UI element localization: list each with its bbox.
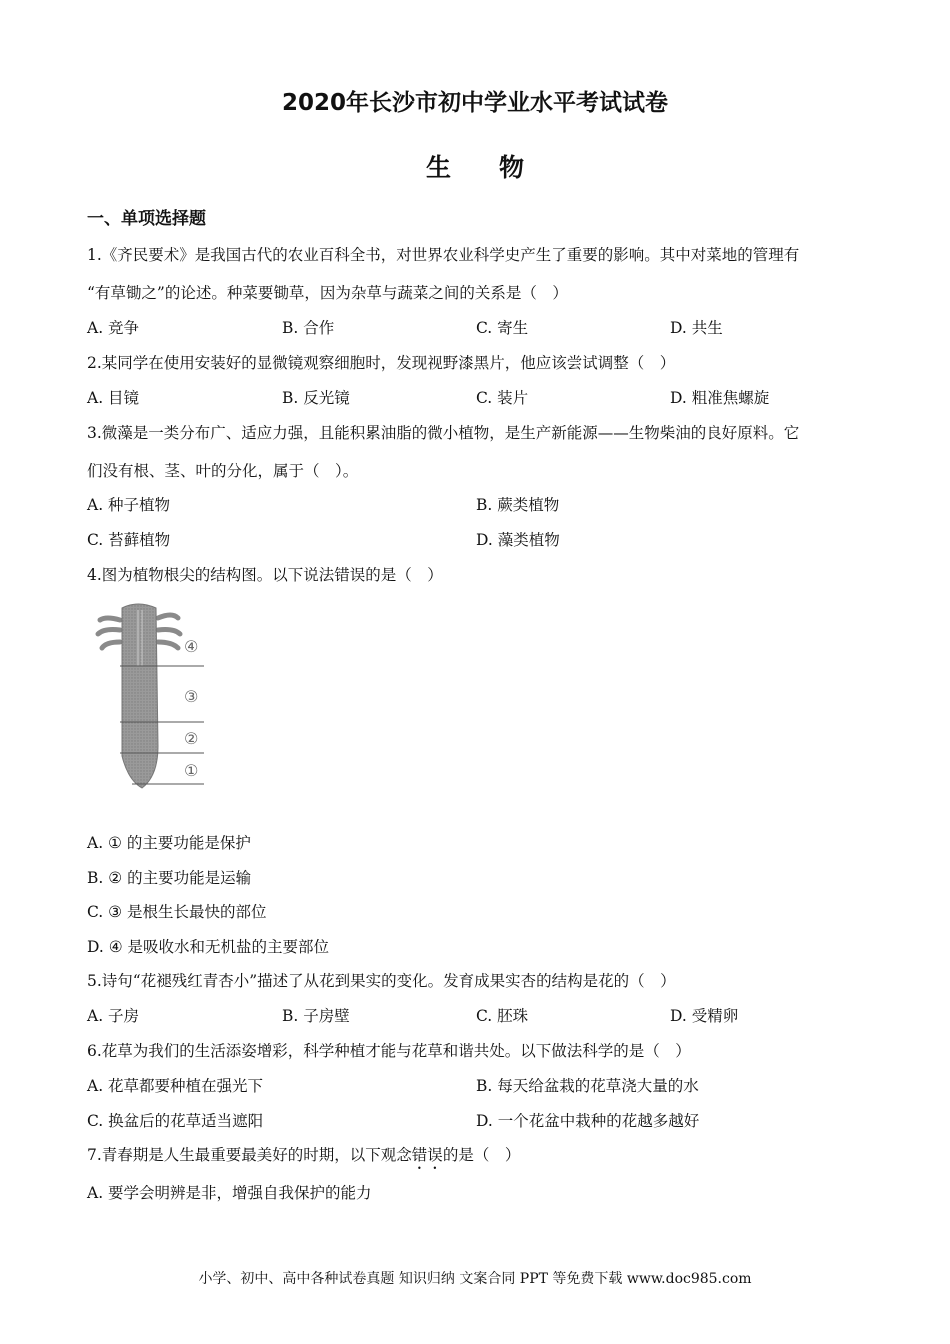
question-7-line-1: [87, 1143, 520, 1173]
question-4-option-d: D. ④ 是吸收水和无机盐的主要部位: [87, 938, 330, 956]
question-6-option-c: C. 换盆后的花草适当遮阳: [87, 1112, 264, 1130]
question-5-line-1: 5.诗句“花褪残红青杏小”描述了从花到果实的变化。发育成果实杏的结构是花的（ ）: [87, 972, 676, 990]
question-7-text-start: 7.青春期是人生最重要最美好的时期，以下观念: [87, 1146, 412, 1164]
root-tip-image: [92, 596, 210, 796]
question-3-option-b: B. 蕨类植物: [476, 496, 560, 514]
question-6-option-d: D. 一个花盆中栽种的花越多越好: [476, 1112, 700, 1130]
section-heading: 一、单项选择题: [87, 209, 206, 229]
question-4-line-1: 4.图为植物根尖的结构图。以下说法错误的是（ ）: [87, 566, 443, 584]
question-4-option-c: C. ③ 是根生长最快的部位: [87, 903, 267, 921]
question-1-option-c: C. 寄生: [476, 319, 529, 337]
question-3-option-d: D. 藻类植物: [476, 531, 560, 549]
root-body: [122, 604, 158, 788]
label-zone-1: ①: [184, 761, 199, 780]
question-1-option-a: A. 竞争: [87, 319, 140, 337]
question-2-line-1: 2.某同学在使用安装好的显微镜观察细胞时，发现视野漆黑片，他应该尝试调整（ ）: [87, 354, 676, 372]
question-6-option-a: A. 花草都要种植在强光下: [87, 1077, 264, 1095]
question-1-line-2: “有草锄之”的论述。种菜要锄草，因为杂草与蔬菜之间的关系是（ ）: [87, 284, 568, 302]
question-4-option-a: A. ① 的主要功能是保护: [87, 834, 251, 852]
question-3-line-1: 3.微藻是一类分布广、适应力强，且能积累油脂的微小植物，是生产新能源——生物柴油的良好原料。它: [87, 424, 800, 442]
root-tip-diagram: [92, 596, 210, 796]
question-3-option-c: C. 苔藓植物: [87, 531, 171, 549]
question-5-option-d: D. 受精卵: [670, 1007, 739, 1025]
question-4-option-b: B. ② 的主要功能是运输: [87, 869, 252, 887]
exam-title: 2020年长沙市初中学业水平考试试卷: [281, 90, 668, 116]
question-7-option-a: A. 要学会明辨是非，增强自我保护的能力: [87, 1184, 372, 1202]
question-5-option-c: C. 胚珠: [476, 1007, 529, 1025]
question-3-option-a: A. 种子植物: [87, 496, 171, 514]
question-5-option-b: B. 子房壁: [282, 1007, 350, 1025]
page-footer: 小学、初中、高中各种试卷真题 知识归纳 文案合同 PPT 等免费下载 www.doc985.com: [198, 1271, 752, 1287]
question-2-option-a: A. 目镜: [87, 389, 140, 407]
label-zone-4: ④: [184, 637, 199, 656]
question-7-text-end: 的是（ ）: [442, 1146, 521, 1164]
question-7-emphasis: 错误: [411, 1146, 443, 1164]
question-2-option-d: D. 粗准焦螺旋: [670, 389, 770, 407]
question-2-option-b: B. 反光镜: [282, 389, 350, 407]
label-zone-3: ③: [184, 687, 199, 706]
question-1-line-1: 1.《齐民要术》是我国古代的农业百科全书，对世界农业科学史产生了重要的影响。其中对菜地的管理有: [87, 246, 800, 264]
question-5-option-a: A. 子房: [87, 1007, 140, 1025]
label-zone-2: ②: [184, 729, 199, 748]
question-1-option-d: D. 共生: [670, 319, 723, 337]
question-6-option-b: B. 每天给盆栽的花草浇大量的水: [476, 1077, 699, 1095]
question-1-option-b: B. 合作: [282, 319, 335, 337]
question-3-line-2: 们没有根、茎、叶的分化，属于（ ）。: [87, 462, 359, 480]
question-6-line-1: 6.花草为我们的生活添姿增彩，科学种植才能与花草和谐共处。以下做法科学的是（ ）: [87, 1042, 691, 1060]
question-2-option-c: C. 装片: [476, 389, 529, 407]
subject-title: 生物: [425, 153, 572, 182]
